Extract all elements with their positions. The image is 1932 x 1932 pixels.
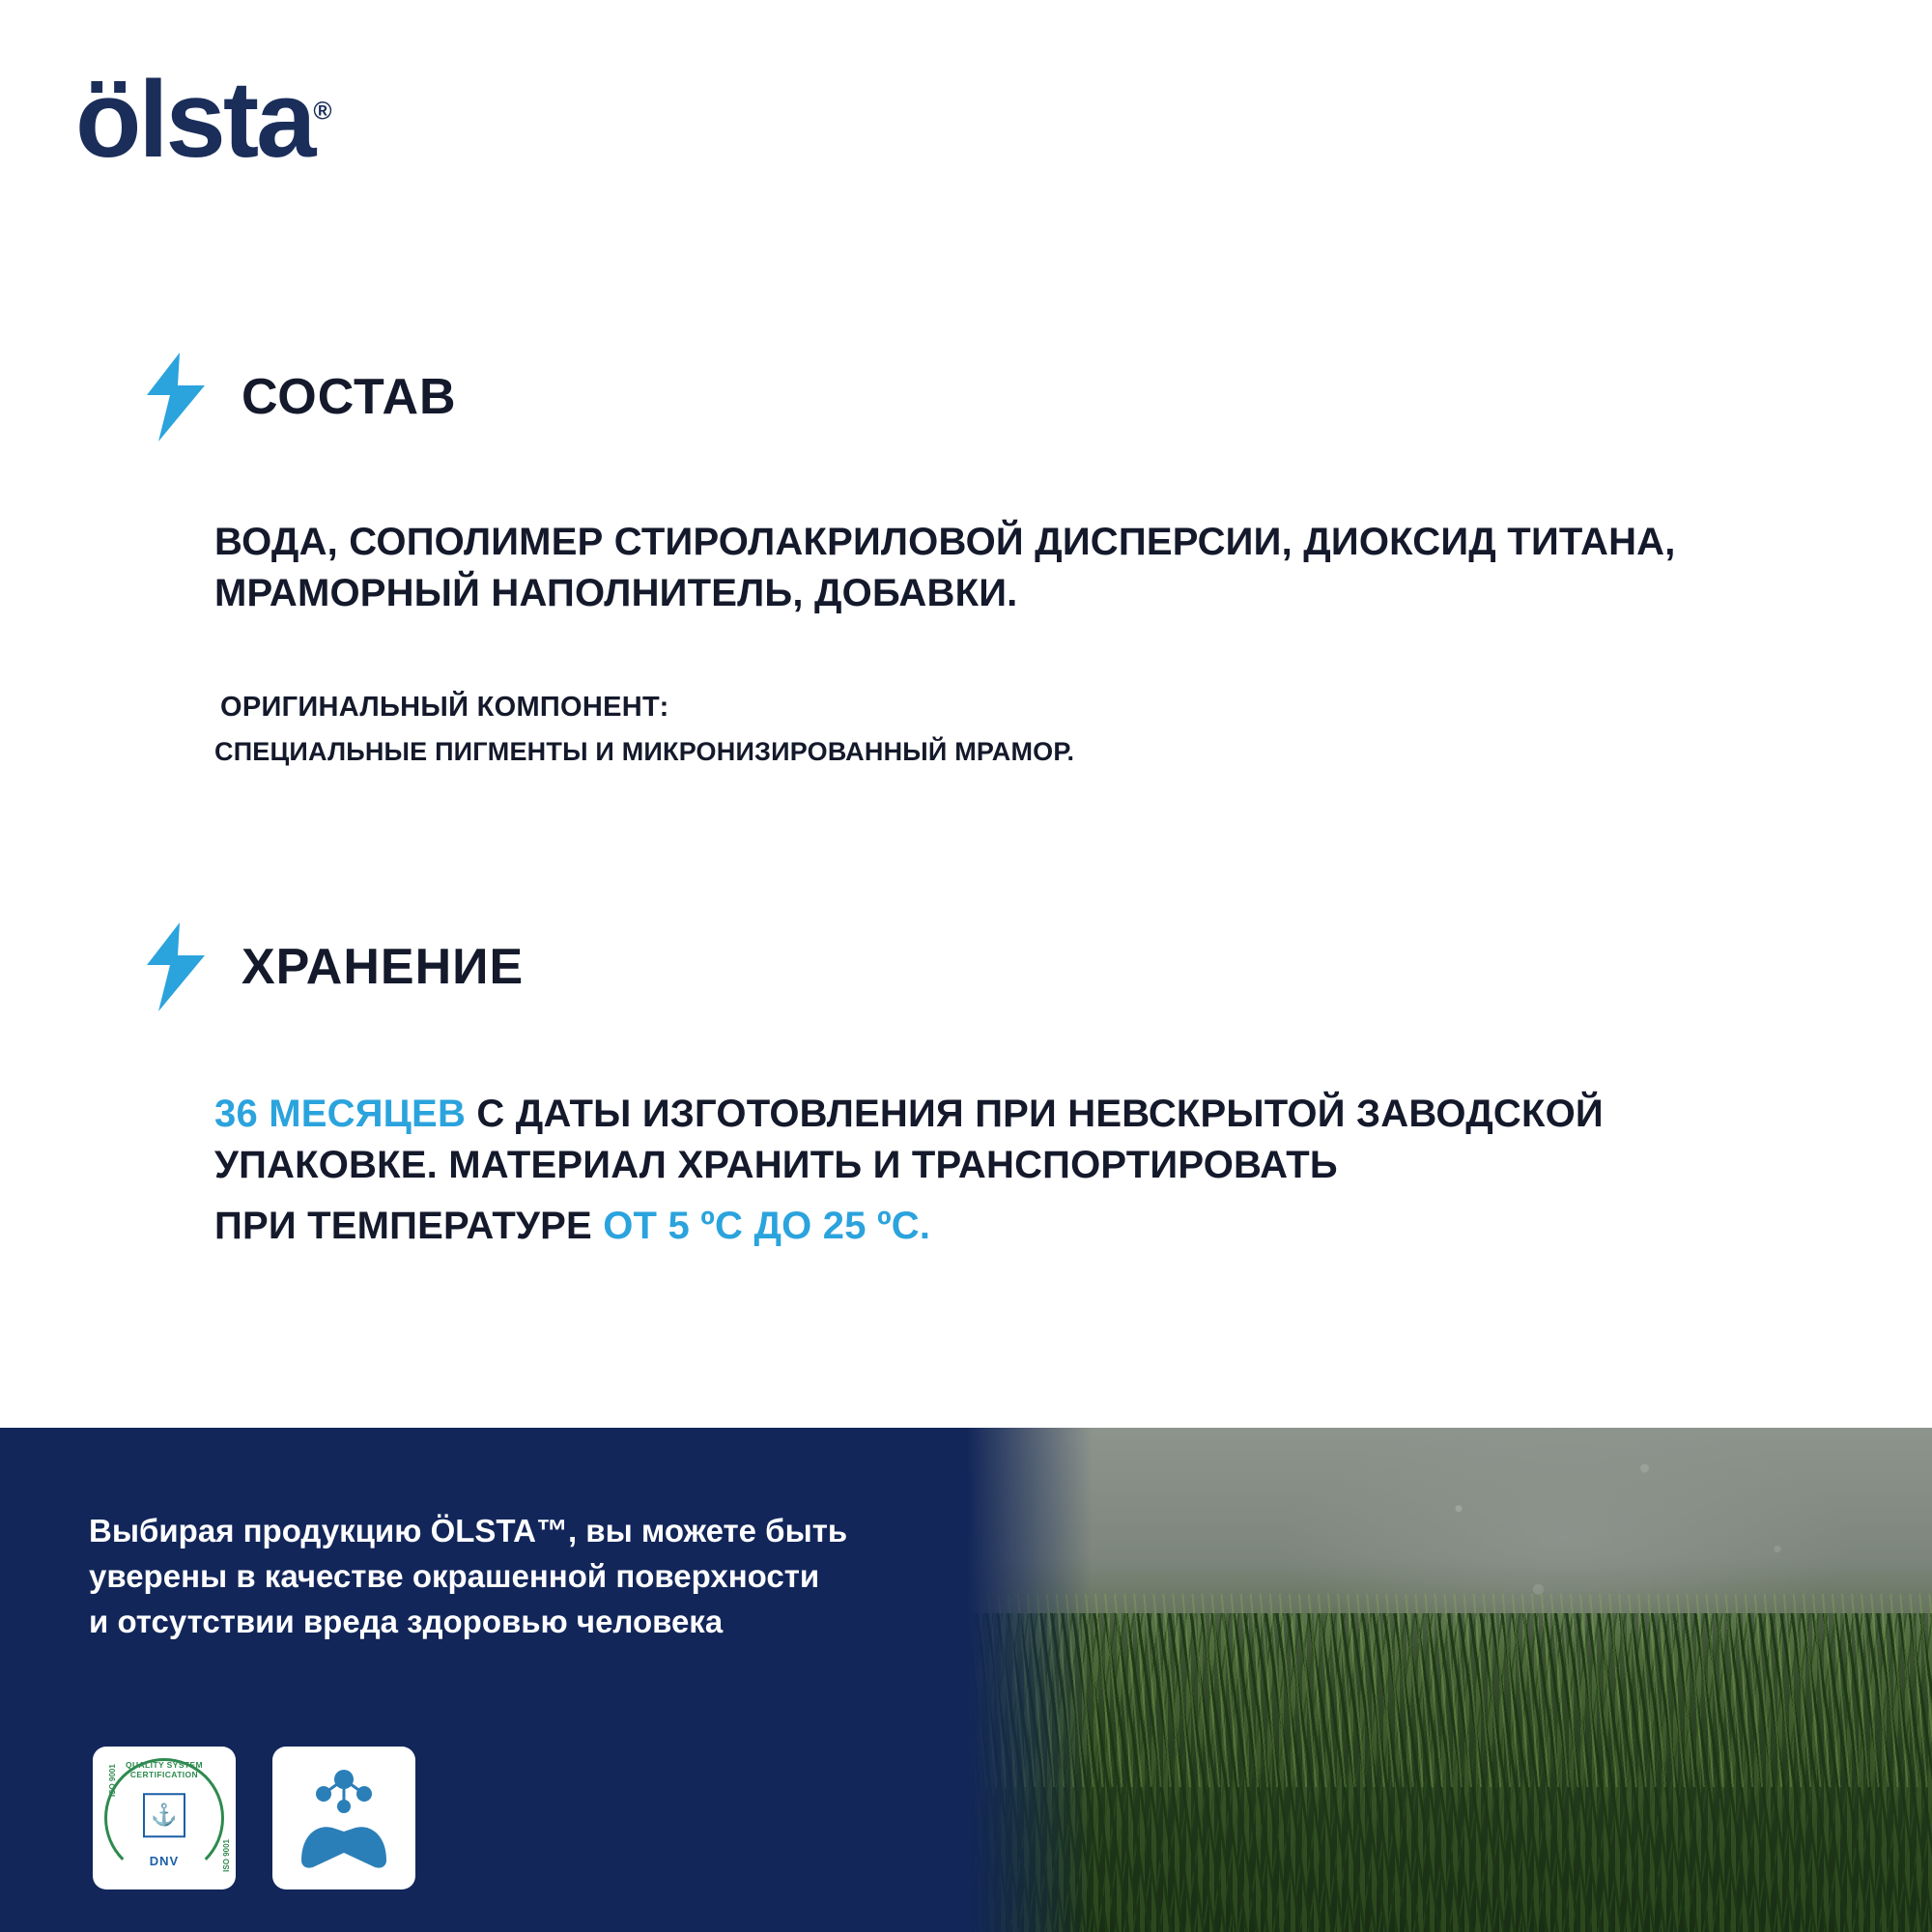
section-sostav-header xyxy=(0,353,1932,441)
hands-molecule-icon xyxy=(272,1747,415,1889)
grass-highlight-texture xyxy=(966,1594,1932,1787)
eco-safe-badge xyxy=(272,1747,415,1889)
temperature-prefix: ПРИ ТЕМПЕРАТУРЕ xyxy=(214,1204,604,1247)
temperature-range: ОТ 5 ºС ДО 25 ºС. xyxy=(603,1204,931,1247)
section-hranenie xyxy=(0,923,1932,1251)
brand-logo-text: ölsta xyxy=(75,59,314,180)
iso-badge-top-text: QUALITY SYSTEM CERTIFICATION xyxy=(125,1760,204,1779)
footer-statement xyxy=(89,1509,987,1645)
section-sostav xyxy=(0,353,1932,767)
dnv-anchor-icon: ⚓ xyxy=(143,1793,185,1837)
lightning-bolt-icon xyxy=(145,353,207,441)
brand-logo xyxy=(75,59,332,180)
footer-statement-line-1: Выбирая продукцию ÖLSTA™, вы можете быть xyxy=(89,1513,848,1548)
storage-duration: 36 МЕСЯЦЕВ xyxy=(214,1093,467,1135)
footer-banner xyxy=(0,1428,1932,1932)
iso-9001-dnv-badge xyxy=(93,1747,236,1889)
section-sostav-sublabel: ОРИГИНАЛЬНЫЙ КОМПОНЕНТ: xyxy=(220,691,669,723)
iso-badge-standard-right: ISO 9001 xyxy=(222,1839,231,1872)
section-sostav-body: ВОДА, СОПОЛИМЕР СТИРОЛАКРИЛОВОЙ ДИСПЕРСИИ, ДИОКСИД ТИТАНА, МРАМОРНЫЙ НАПОЛНИТЕЛЬ, ДОБАВКИ. xyxy=(214,521,1676,614)
section-hranenie-header xyxy=(0,923,1932,1011)
registered-mark: ® xyxy=(313,96,332,126)
lightning-bolt-icon xyxy=(145,923,207,1011)
iso-badge-standard-left: ISO 9001 xyxy=(108,1764,117,1797)
section-sostav-subtext: СПЕЦИАЛЬНЫЕ ПИГМЕНТЫ И МИКРОНИЗИРОВАННЫЙ МРАМОР. xyxy=(214,736,1075,766)
storage-condition: С ДАТЫ ИЗГОТОВЛЕНИЯ ПРИ НЕВСКРЫТОЙ ЗАВОДСКОЙ УПАКОВКЕ. МАТЕРИАЛ ХРАНИТЬ И ТРАНСПОРТИРОВАТЬ xyxy=(214,1093,1604,1186)
section-hranenie-body xyxy=(0,1089,1932,1191)
footer-photo-grass-water xyxy=(966,1428,1932,1932)
section-hranenie-title: ХРАНЕНИЕ xyxy=(242,939,525,995)
footer-statement-line-2: уверены в качестве окрашенной поверхности xyxy=(89,1557,820,1594)
section-hranenie-temperature xyxy=(0,1201,1932,1252)
dnv-mark-text: DNV xyxy=(149,1854,180,1868)
section-sostav-title: СОСТАВ xyxy=(242,369,457,425)
footer-statement-line-3: и отсутствии вреда здоровью человека xyxy=(89,1603,724,1639)
certification-badges xyxy=(93,1747,415,1889)
